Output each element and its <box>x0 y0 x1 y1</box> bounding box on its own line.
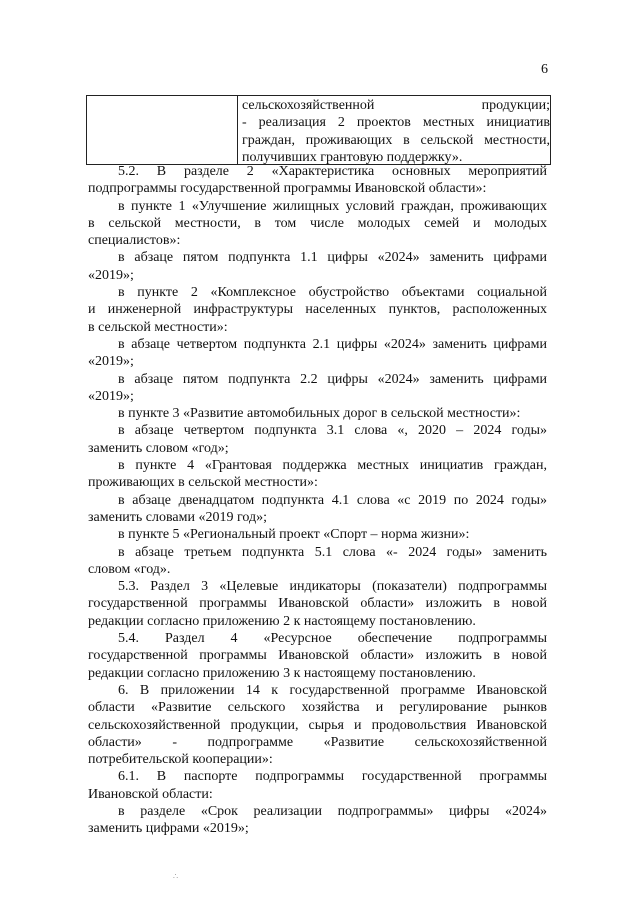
table-cell-line: - реализация 2 проектов местных инициатив <box>242 115 550 131</box>
paragraph-line: в пункте 3 «Развитие автомобильных дорог в сельской местности»: <box>118 406 521 422</box>
paragraph-line: «2019»; <box>88 354 134 370</box>
paragraph <box>88 768 547 803</box>
paragraph <box>88 578 547 630</box>
table-cell-line: сельскохозяйственной продукции; <box>242 98 550 113</box>
paragraph-line: в абзаце пятом подпункта 1.1 цифры «2024» заменить цифрами <box>118 250 547 266</box>
paragraph-line: области «Развитие сельского хозяйства и регулирование рынков <box>88 700 547 716</box>
paragraph <box>88 405 547 422</box>
paragraph-line: области» - подпрограмме «Развитие сельскохозяйственной <box>88 734 547 750</box>
scan-mark: ∴ <box>173 872 179 881</box>
paragraph-line: подпрограммы государственной программы Ивановской области»: <box>88 181 487 197</box>
paragraph-line: 6.1. В паспорте подпрограммы государственной программы <box>118 769 547 785</box>
paragraph-line: 5.3. Раздел 3 «Целевые индикаторы (показатели) подпрограммы <box>118 579 547 595</box>
paragraph-line: в абзаце четвертом подпункта 3.1 слова «, 2020 – 2024 годы» <box>118 423 547 439</box>
paragraph <box>88 630 547 682</box>
page-number: 6 <box>541 62 548 77</box>
paragraph <box>88 336 547 371</box>
paragraph-line: государственной программы Ивановской области» изложить в новой <box>88 648 547 664</box>
paragraph-line: словом «год». <box>88 561 171 577</box>
paragraph <box>88 492 547 527</box>
paragraph-line: в абзаце двенадцатом подпункта 4.1 слова «с 2019 по 2024 годы» <box>118 492 547 508</box>
paragraph-line: в пункте 4 «Грантовая поддержка местных инициатив граждан, <box>118 458 547 474</box>
paragraph <box>88 544 547 579</box>
paragraph-line: 6. В приложении 14 к государственной программе Ивановской <box>118 682 547 698</box>
paragraph-line: в пункте 2 «Комплексное обустройство объектами социальной <box>118 285 547 301</box>
table-left-cell <box>87 96 238 164</box>
paragraph <box>88 422 547 457</box>
paragraph <box>88 803 547 838</box>
paragraph-line: «2019»; <box>88 267 134 283</box>
paragraph-line: в пункте 1 «Улучшение жилищных условий граждан, проживающих <box>118 198 547 214</box>
paragraph <box>88 284 547 336</box>
paragraph-line: «2019»; <box>88 388 134 404</box>
paragraph-line: 5.4. Раздел 4 «Ресурсное обеспечение подпрограммы <box>118 631 547 647</box>
paragraph-line: в пункте 5 «Региональный проект «Спорт – норма жизни»: <box>118 527 470 543</box>
paragraph <box>88 457 547 492</box>
paragraph <box>88 249 547 284</box>
paragraph-line: редакции согласно приложению 2 к настоящему постановлению. <box>88 613 476 629</box>
paragraph-line: редакции согласно приложению 3 к настоящему постановлению. <box>88 665 476 681</box>
paragraph-line: в разделе «Срок реализации подпрограммы» цифры «2024» <box>118 803 547 819</box>
table-cell-line: получивших грантовую поддержку». <box>242 149 463 165</box>
paragraph <box>88 682 547 768</box>
paragraph <box>88 371 547 406</box>
paragraph-line: специалистов»: <box>88 233 181 249</box>
paragraph-line: заменить словом «год»; <box>88 440 229 456</box>
paragraph-line: 5.2. В разделе 2 «Характеристика основных мероприятий <box>118 164 547 179</box>
paragraph <box>88 198 547 250</box>
paragraph-line: потребительской кооперации»: <box>88 752 273 768</box>
continuation-table <box>86 95 551 165</box>
paragraph <box>88 163 547 198</box>
paragraph-line: государственной программы Ивановской области» изложить в новой <box>88 596 547 612</box>
paragraph-line: в абзаце третьем подпункта 5.1 слова «- 2024 годы» заменить <box>118 544 547 560</box>
paragraph-line: заменить словами «2019 год»; <box>88 509 267 525</box>
paragraph-line: в сельской местности, в том числе молодых семей и молодых <box>88 215 547 231</box>
paragraph-line: сельскохозяйственной продукции, сырья и продовольствия Ивановской <box>88 717 547 733</box>
paragraph-line: и инженерной инфраструктуры населенных пунктов, расположенных <box>88 302 547 318</box>
paragraph <box>88 526 547 543</box>
paragraph-line: в сельской местности»: <box>88 319 228 335</box>
table-right-cell <box>238 96 550 164</box>
paragraph-line: проживающих в сельской местности»: <box>88 475 318 491</box>
paragraph-line: Ивановской области: <box>88 786 213 802</box>
paragraph-line: в абзаце четвертом подпункта 2.1 цифры «2024» заменить цифрами <box>118 336 547 352</box>
paragraph-line: в абзаце пятом подпункта 2.2 цифры «2024» заменить цифрами <box>118 371 547 387</box>
table-cell-line: граждан, проживающих в сельской местности, <box>242 132 550 148</box>
document-body <box>88 163 547 838</box>
paragraph-line: заменить цифрами «2019»; <box>88 821 249 837</box>
